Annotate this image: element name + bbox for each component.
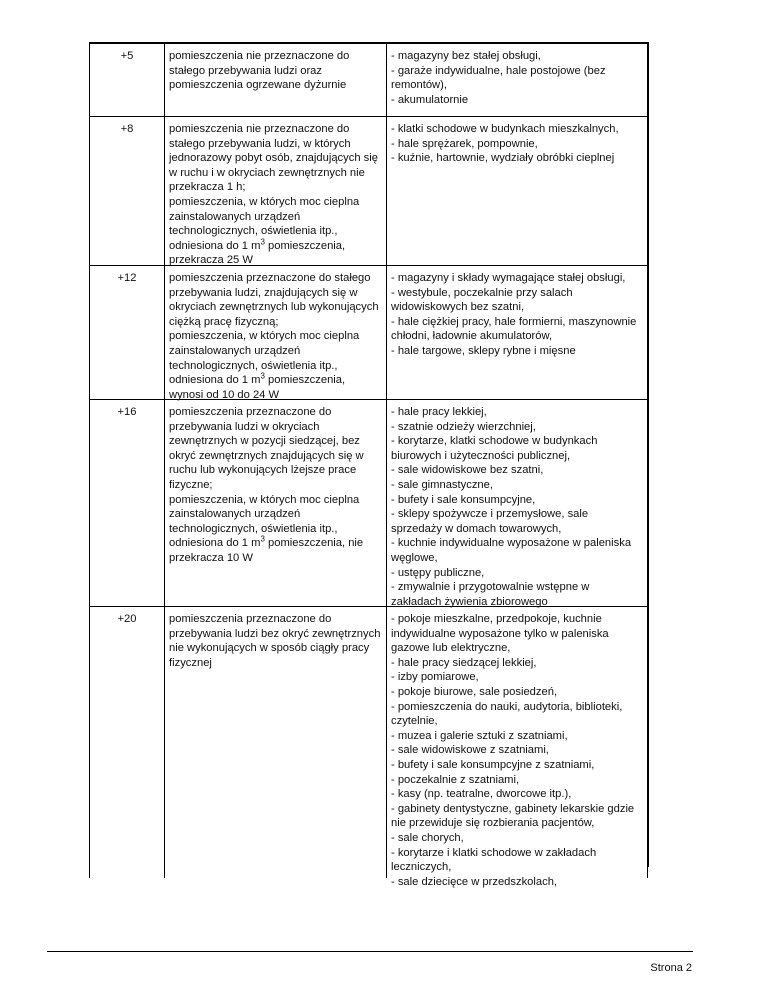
description-line: okryć zewnętrznych znajdujących się w <box>169 449 364 462</box>
description-line: odniesiona do 1 $m^3$ pomieszczenia, <box>169 237 346 252</box>
example-line: - kuźnie, hartownie, wydziały obróbki cieplnej <box>391 152 615 165</box>
temperature-cell: +8 <box>90 117 165 265</box>
example-line: gazowe lub elektryczne, <box>391 642 511 655</box>
example-line: węglowe, <box>391 551 438 564</box>
description-line: pomieszczenia, w których moc cieplna <box>169 493 360 506</box>
description-line: wynosi od 10 do 24 W <box>169 388 280 401</box>
example-line: - gabinety dentystyczne, gabinety lekarskie gdzie <box>391 802 635 815</box>
example-line: - korytarze, klatki schodowe w budynkach <box>391 435 598 448</box>
description-line: przekracza 25 W <box>169 254 253 267</box>
description-cell <box>165 400 387 606</box>
description-line: zainstalowanych urządzeń <box>169 210 301 223</box>
temperature-cell: +20 <box>90 607 165 867</box>
temperature-table <box>89 42 649 888</box>
description-line: ciężką pracę fizyczną; <box>169 315 279 328</box>
examples-cell <box>387 117 649 265</box>
example-line: - hale pracy siedzącej lekkiej, <box>391 656 537 669</box>
example-line: - zmywalnie i przygotowalnie wstępne w <box>391 581 590 594</box>
page-number: Strona 2 <box>650 962 692 974</box>
description-line: w ruchu i w okryciach zewnętrznych nie <box>169 166 365 179</box>
description-line: stałego przebywania ludzi, w których <box>169 137 351 150</box>
example-line: - sale gimnastyczne, <box>391 478 493 491</box>
description-line: pomieszczenia ogrzewane dyżurnie <box>169 79 347 92</box>
example-line: - kuchnie indywidualne wyposażone w paleniska <box>391 537 632 550</box>
description-cell <box>165 117 387 265</box>
example-line: sprzedaży w domach towarowych, <box>391 522 562 535</box>
table-row <box>90 400 649 607</box>
example-line: chłodni, ładownie akumulatorów, <box>391 330 553 343</box>
example-line: - hale pracy lekkiej, <box>391 406 487 418</box>
example-line: biurowych i użyteczności publicznej, <box>391 449 571 462</box>
footer-divider <box>47 951 693 952</box>
example-line: - bufety i sale konsumpcyjne z szatniami, <box>391 758 595 771</box>
description-line: pomieszczenia przeznaczone do <box>169 406 332 418</box>
description-line: fizyczne; <box>169 478 213 491</box>
description-line: pomieszczenia przeznaczone do stałego <box>169 272 371 284</box>
description-line: jednorazowy pobyt osób, znajdujących się <box>169 152 378 165</box>
example-line: - muzea i galerie sztuki z szatniami, <box>391 729 568 742</box>
example-line: - sklepy spożywcze i przemysłowe, sale <box>391 508 589 521</box>
example-line: - sale chorych, <box>391 831 464 844</box>
description-line: stałego przebywania ludzi oraz <box>169 64 322 77</box>
description-line: okryciach zewnętrznych lub wykonujących <box>169 301 379 314</box>
example-line: - akumulatornie <box>391 93 469 106</box>
temperature-cell: +16 <box>90 400 165 606</box>
example-line: - klatki schodowe w budynkach mieszkalnych, <box>391 123 619 135</box>
example-line: - ustępy publiczne, <box>391 566 485 579</box>
example-line: - garaże indywidualne, hale postojowe (bez <box>391 64 606 77</box>
example-line: - pokoje biurowe, sale posiedzeń, <box>391 685 558 698</box>
example-line: - sale dziecięce w przedszkolach, <box>391 875 558 888</box>
description-line: pomieszczenia, w których moc cieplna <box>169 195 360 208</box>
examples-cell <box>387 607 649 888</box>
description-line: technologicznych, oświetlenia itp., <box>169 225 338 238</box>
description-line: odniesiona do 1 $m^3$ pomieszczenia, <box>169 371 346 387</box>
table-continuation <box>89 864 648 878</box>
description-line: nie wykonujących w sposób ciągły pracy <box>169 642 370 655</box>
example-line: nie przewiduje się rozbierania pacjentów, <box>391 817 595 830</box>
description-line: pomieszczenia przeznaczone do <box>169 613 332 625</box>
table-row <box>90 607 649 888</box>
description-line: pomieszczenia, w których moc cieplna <box>169 330 360 343</box>
examples-cell <box>387 266 649 399</box>
description-line: przekracza 1 h; <box>169 181 246 194</box>
description-line: technologicznych, oświetlenia itp., <box>169 522 338 535</box>
example-line: - izby pomiarowe, <box>391 671 479 684</box>
example-line: - pomieszczenia do nauki, audytoria, biblioteki, <box>391 700 623 713</box>
description-line: zainstalowanych urządzeń <box>169 344 301 357</box>
example-line: - hale targowe, sklepy rybne i mięsne <box>391 344 576 357</box>
examples-cell <box>387 44 649 116</box>
description-line: przebywania ludzi w okryciach <box>169 420 320 433</box>
examples-cell <box>387 400 649 606</box>
description-line: ruchu lub wykonujących lżejsze prace <box>169 464 357 477</box>
example-line: - westybule, poczekalnie przy salach <box>391 286 573 299</box>
description-line: zainstalowanych urządzeń <box>169 508 301 521</box>
description-line: zewnętrznych w pozycji siedzącej, bez <box>169 435 360 448</box>
example-line: - szatnie odzieży wierzchniej, <box>391 420 536 433</box>
example-line: widowiskowych bez szatni, <box>391 301 525 314</box>
description-cell <box>165 607 387 867</box>
example-line: - hale ciężkiej pracy, hale formierni, maszynownie <box>391 315 637 328</box>
description-line: fizycznej <box>169 656 212 669</box>
example-line: czytelnie, <box>391 715 438 728</box>
description-line: przekracza 10 W <box>169 551 253 564</box>
description-line: pomieszczenia nie przeznaczone do <box>169 123 350 135</box>
example-line: - pokoje mieszkalne, przedpokoje, kuchnie <box>391 613 602 625</box>
example-line: - hale sprężarek, pompownie, <box>391 137 538 150</box>
example-line: - sale widowiskowe bez szatni, <box>391 464 544 477</box>
example-line: - poczekalnie z szatniami, <box>391 773 520 786</box>
temperature-cell: +12 <box>90 266 165 399</box>
example-line: - magazyny i składy wymagające stałej obsługi, <box>391 272 626 284</box>
example-line: leczniczych, <box>391 861 452 874</box>
example-line: zakładach żywienia zbiorowego <box>391 595 548 608</box>
superscript: 3 <box>260 371 265 381</box>
description-line: pomieszczenia nie przeznaczone do <box>169 50 350 62</box>
example-line: - sale widowiskowe z szatniami, <box>391 744 549 757</box>
description-line: przebywania ludzi, znajdujących się w <box>169 286 358 299</box>
superscript: 3 <box>260 237 265 247</box>
table-row <box>90 117 649 266</box>
description-line: technologicznych, oświetlenia itp., <box>169 359 338 372</box>
example-line: remontów), <box>391 79 447 92</box>
table-row <box>90 266 649 400</box>
description-line: przebywania ludzi bez okryć zewnętrznych <box>169 627 381 640</box>
example-line: - kasy (np. teatralne, dworcowe itp.), <box>391 788 572 801</box>
example-line: - magazyny bez stałej obsługi, <box>391 50 541 62</box>
description-cell <box>165 266 387 399</box>
description-line: odniesiona do 1 $m^3$ pomieszczenia, nie <box>169 534 364 550</box>
example-line: - korytarze i klatki schodowe w zakładach <box>391 846 597 859</box>
superscript: 3 <box>260 534 265 544</box>
example-line: indywidualne wyposażone tylko w paleniska <box>391 627 609 640</box>
table-row <box>90 44 649 117</box>
example-line: - bufety i sale konsumpcyjne, <box>391 493 536 506</box>
description-cell <box>165 44 387 116</box>
temperature-cell: +5 <box>90 44 165 116</box>
